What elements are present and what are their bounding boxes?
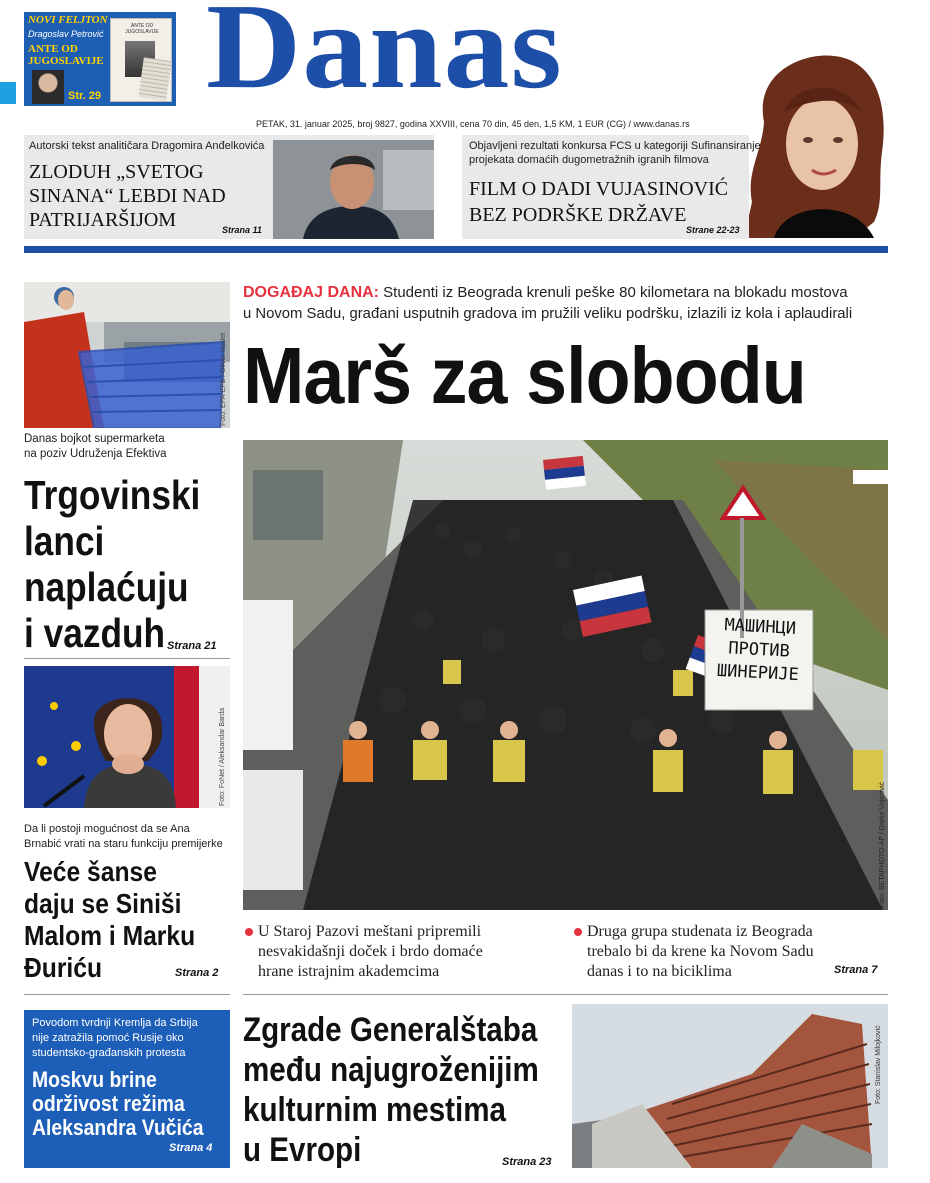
kicker-line: nije zatražila pomoć Rusije oko bbox=[32, 1032, 184, 1044]
headline-line: održivost režima bbox=[32, 1091, 185, 1116]
headline-line: naplaćuju bbox=[24, 564, 189, 610]
headline-line: kulturnim mestima bbox=[243, 1091, 507, 1129]
feuilleton-author: Dragoslav Petrović bbox=[28, 29, 104, 39]
bullet-line: U Staroj Pazovi meštani pripremili bbox=[258, 923, 482, 940]
top-story-right-kicker bbox=[469, 139, 761, 167]
headline-line: ZLODUH „SVETOG bbox=[29, 161, 204, 183]
headline-line: među najugroženijim bbox=[243, 1051, 539, 1089]
top-story-right[interactable] bbox=[462, 135, 761, 239]
divider bbox=[243, 994, 888, 995]
bullet-line: nesvakidašnji doček i brdo domaće bbox=[258, 943, 483, 960]
left-blue-marker bbox=[0, 82, 16, 104]
headline-line: SINANA“ LEBDI NAD bbox=[29, 185, 226, 207]
top-story-left-page: Strana 11 bbox=[222, 225, 262, 235]
left-story-1[interactable] bbox=[24, 432, 230, 656]
top-story-left[interactable] bbox=[24, 135, 434, 239]
kicker-line: Povodom tvrdnji Kremlja da Srbija bbox=[32, 1017, 198, 1029]
masthead-divider bbox=[24, 246, 888, 253]
bullet-line: danas i to na biciklima bbox=[587, 963, 732, 980]
left-story-2-kicker bbox=[24, 822, 223, 852]
feuilleton-promo[interactable] bbox=[24, 12, 176, 106]
headline-line: Đuriću bbox=[24, 952, 103, 983]
masthead-logo[interactable]: Danas bbox=[206, 0, 563, 114]
left-story-1-kicker bbox=[24, 432, 167, 462]
bullet-line: Druga grupa studenata iz Beograda bbox=[587, 923, 813, 940]
moscow-kicker bbox=[32, 1016, 198, 1061]
photo-credit: Foto: EPA-EFE / Oliver Hoslet bbox=[220, 332, 227, 426]
left-story-1-page: Strana 21 bbox=[167, 640, 217, 652]
march-photo bbox=[243, 440, 888, 910]
headline-line: BEZ PODRŠKE DRŽAVE bbox=[469, 204, 687, 226]
photo-credit: Foto: FoNet / Aleksandar Barda bbox=[219, 707, 226, 806]
moscow-page: Strana 4 bbox=[169, 1142, 213, 1154]
top-story-left-kicker: Autorski tekst analitičara Dragomira Anđelkovića bbox=[29, 140, 265, 152]
photo-credit: Foto: BETAPHOTO-AP / Darko Vojinović bbox=[879, 781, 886, 908]
sign-line: МАШИНЦИ bbox=[723, 615, 797, 639]
book-manuscript bbox=[138, 57, 171, 101]
book-cover bbox=[110, 18, 172, 102]
kicker-line: Da li postoji mogućnost da se Ana bbox=[24, 823, 190, 835]
headline-line: daju se Siniši bbox=[24, 888, 182, 919]
headline-line: Malom i Marku bbox=[24, 920, 196, 951]
bullet-dot bbox=[574, 928, 582, 936]
left-story-2-headline bbox=[24, 856, 195, 984]
left-story-2-page: Strana 2 bbox=[175, 967, 219, 979]
headline-line: Veće šanse bbox=[24, 856, 157, 887]
headline-line: Zgrade Generalštaba bbox=[243, 1011, 538, 1049]
event-label: DOGAĐAJ DANA: bbox=[243, 284, 379, 301]
book-cover-text: ANTE OD JUGOSLAVIJE bbox=[125, 23, 159, 35]
left-story-2[interactable] bbox=[24, 822, 230, 988]
divider bbox=[24, 994, 230, 995]
top-story-right-headline bbox=[469, 176, 728, 228]
anđelković-photo bbox=[273, 140, 434, 239]
headline-line: i vazduh bbox=[24, 610, 166, 656]
kicker-line: studentsko-građanskih protesta bbox=[32, 1047, 186, 1059]
headline-line: Trgovinski bbox=[24, 472, 201, 518]
sign-line: ПРОТИВ bbox=[727, 638, 791, 662]
bullet-line: trebalo bi da krene ka Novom Sadu bbox=[587, 943, 814, 960]
author-portrait bbox=[32, 70, 64, 104]
bullet-line: hrane istrajnim akademcima bbox=[258, 963, 440, 980]
deck-line-2: u Novom Sadu, građani usputnih gradova im pružili veliku podršku, izlazili iz kola i aplaudirali bbox=[243, 305, 853, 322]
bottom-headline bbox=[243, 1010, 539, 1170]
main-deck bbox=[243, 282, 888, 324]
headline-line: Aleksandra Vučića bbox=[32, 1115, 204, 1140]
kicker-line: projekata domaćih dugometražnih igranih filmova bbox=[469, 154, 709, 166]
bottom-page: Strana 23 bbox=[502, 1156, 552, 1168]
bullet-dot bbox=[245, 928, 253, 936]
feuilleton-title: ANTE OD JUGOSLAVIJE bbox=[28, 43, 104, 67]
bottom-story[interactable] bbox=[243, 1006, 573, 1176]
moscow-promo-box[interactable] bbox=[24, 1010, 230, 1168]
top-story-left-headline bbox=[29, 160, 226, 232]
generalstab-photo bbox=[572, 1004, 888, 1168]
divider bbox=[24, 658, 230, 659]
top-story-right-page: Strane 22-23 bbox=[686, 225, 740, 235]
left-story-1-headline bbox=[24, 472, 200, 656]
brnabic-photo bbox=[24, 666, 230, 808]
moscow-headline bbox=[32, 1068, 203, 1140]
feuilleton-page: Str. 29 bbox=[68, 90, 102, 102]
dada-vujasinovic-photo bbox=[744, 52, 888, 238]
headline-line: u Evropi bbox=[243, 1131, 362, 1169]
bullet-left[interactable] bbox=[245, 922, 555, 982]
main-headline[interactable]: Marš za slobodu bbox=[243, 331, 806, 420]
kicker-line: Danas bojkot supermarketa bbox=[24, 433, 165, 445]
photo-credit: Foto: Stanislav Milojković bbox=[875, 1025, 882, 1104]
sign-line: ШИНЕРИЈЕ bbox=[716, 660, 800, 686]
protest-sign bbox=[705, 613, 812, 687]
deck-line-1: Studenti iz Beograda krenuli peške 80 kilometara na blokadu mostova bbox=[383, 284, 848, 301]
main-story-page: Strana 7 bbox=[834, 964, 878, 976]
headline-line: lanci bbox=[24, 518, 105, 564]
headline-line: Moskvu brine bbox=[32, 1067, 157, 1092]
kicker-line: na poziv Udruženja Efektiva bbox=[24, 448, 167, 460]
headline-line: FILM O DADI VUJASINOVIĆ bbox=[469, 178, 729, 200]
headline-line: PATRIJARŠIJOM bbox=[29, 209, 177, 231]
feuilleton-label: NOVI FELJTON bbox=[28, 14, 108, 26]
kicker-line: Brnabić vrati na staru funkciju premijerke bbox=[24, 838, 223, 850]
supermarket-photo bbox=[24, 282, 230, 428]
kicker-line: Objavljeni rezultati konkursa FCS u kategoriji Sufinansiranje bbox=[469, 140, 761, 152]
dateline: PETAK, 31. januar 2025, broj 9827, godina XXVIII, cena 70 din, 45 den, 1,5 KM, 1 EUR (CG) / www.danas.rs bbox=[256, 119, 690, 129]
